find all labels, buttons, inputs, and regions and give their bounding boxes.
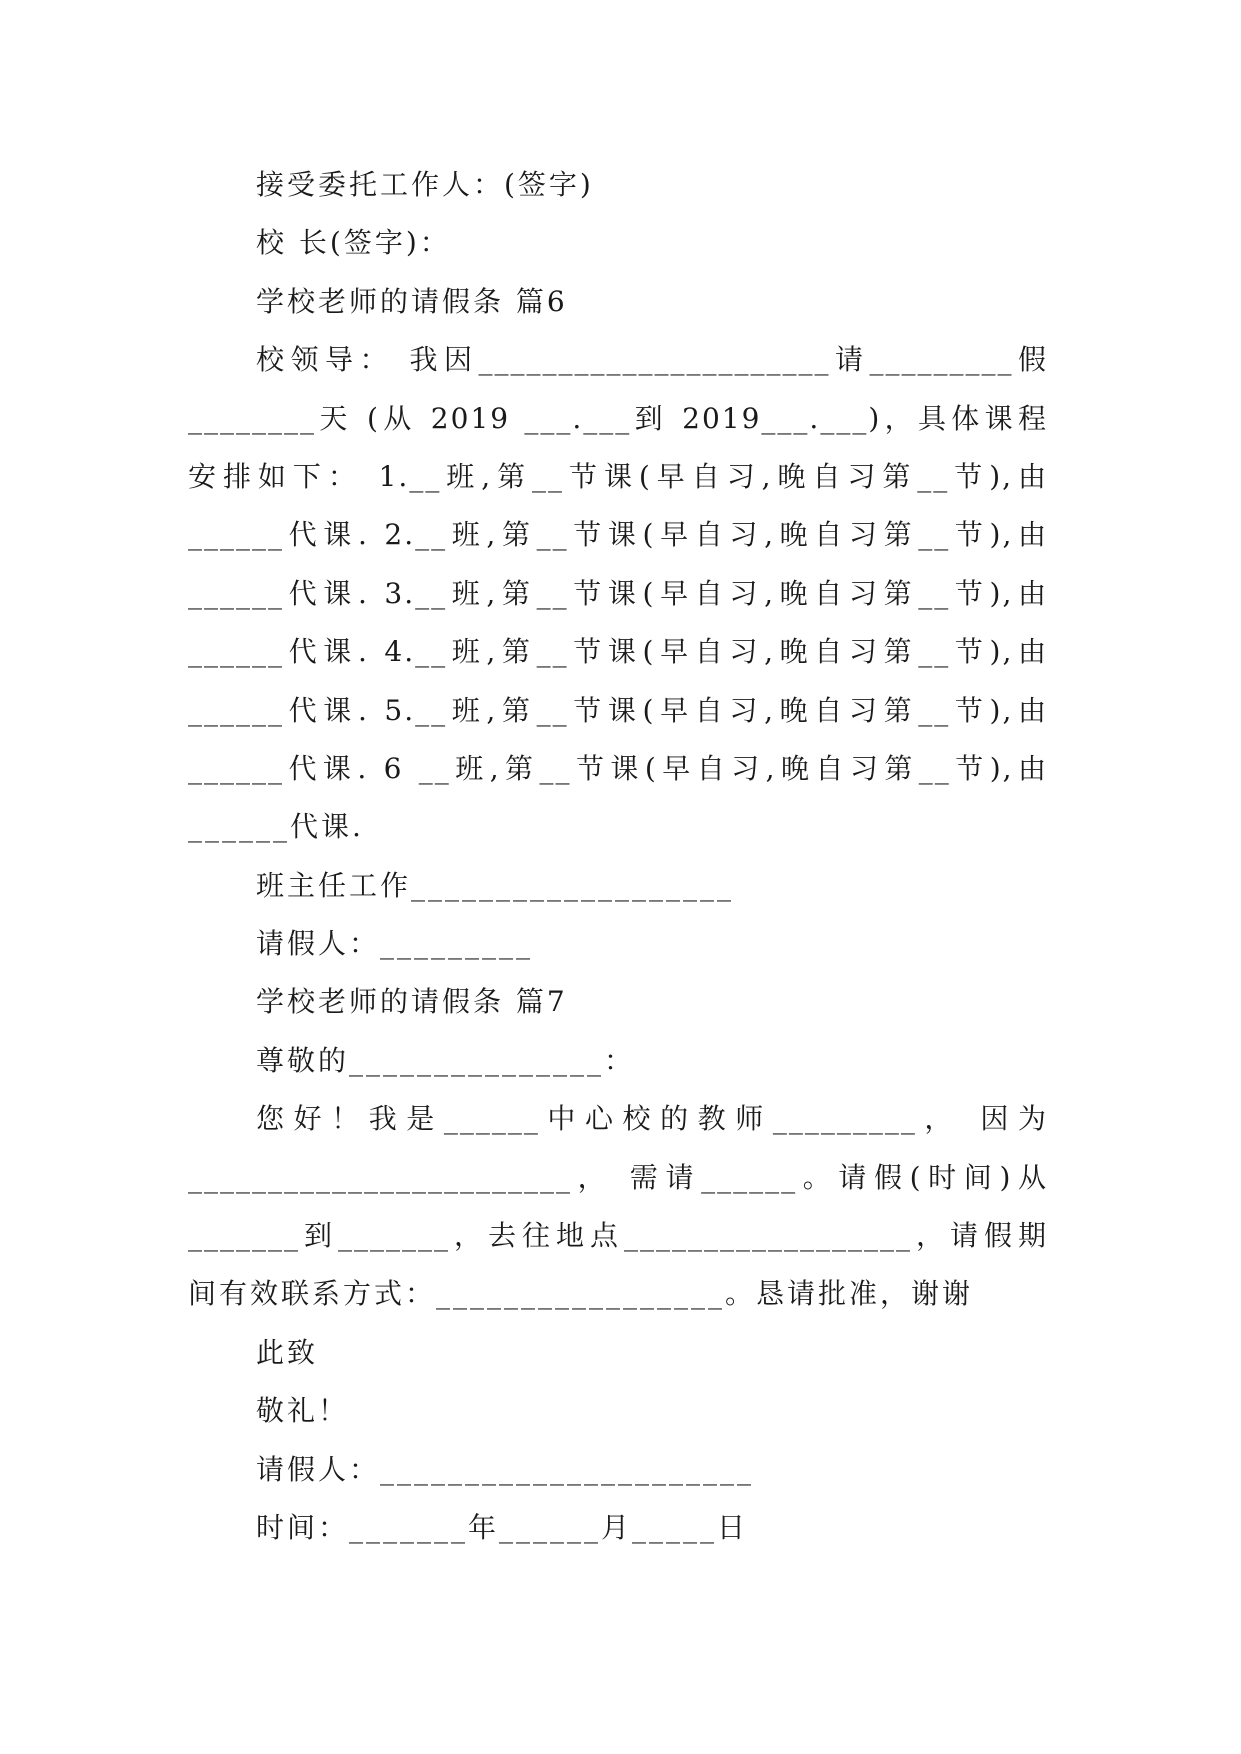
salutation: 尊敬的_______________： [256, 1043, 636, 1077]
text-line: ________________________， 需请______。请假(时间)从 [188, 1160, 1048, 1194]
section-heading: 学校老师的请假条 篇7 [256, 985, 568, 1019]
closing-line: 敬礼！ [256, 1394, 350, 1428]
text-line: 安排如下： 1.__班,第__节课(早自习,晚自习第__节),由 [188, 459, 1048, 493]
text-line: 班主任工作___________________ [256, 868, 735, 902]
text-line: ______代课. 3.__班,第__节课(早自习,晚自习第__节),由 [188, 576, 1048, 610]
text-line: ______代课. 4.__班,第__节课(早自习,晚自习第__节),由 [188, 635, 1048, 669]
text-line: ______代课. 6 __班,第__节课(早自习,晚自习第__节),由 [188, 751, 1048, 785]
text-line: 请假人：_________ [256, 927, 534, 961]
text-line: 间有效联系方式：_________________。恳请批准，谢谢 [188, 1277, 974, 1311]
text-line: 校 长(签字)： [256, 226, 451, 260]
text-line: ______代课. 2.__班,第__节课(早自习,晚自习第__节),由 [188, 518, 1048, 552]
document-body [188, 156, 1048, 1557]
section-heading: 学校老师的请假条 篇6 [256, 284, 568, 318]
text-line: ______代课. [188, 810, 364, 844]
date-line: 时间：_______年______月_____日 [256, 1510, 749, 1544]
closing-line: 此致 [256, 1335, 319, 1369]
text-line: ________天 (从 2019 ___.___到 2019___.___)，具体课程 [188, 401, 1048, 435]
text-line: 您好！我是______中心校的教师_________， 因为 [256, 1102, 1048, 1136]
text-line: _______到_______，去往地点__________________，请假期 [188, 1219, 1048, 1253]
text-line: 校领导： 我因______________________请_________假 [256, 343, 1048, 377]
text-line: ______代课. 5.__班,第__节课(早自习,晚自习第__节),由 [188, 693, 1048, 727]
signature-line: 请假人：______________________ [256, 1452, 755, 1486]
text-line: 接受委托工作人：(签字) [256, 168, 594, 201]
